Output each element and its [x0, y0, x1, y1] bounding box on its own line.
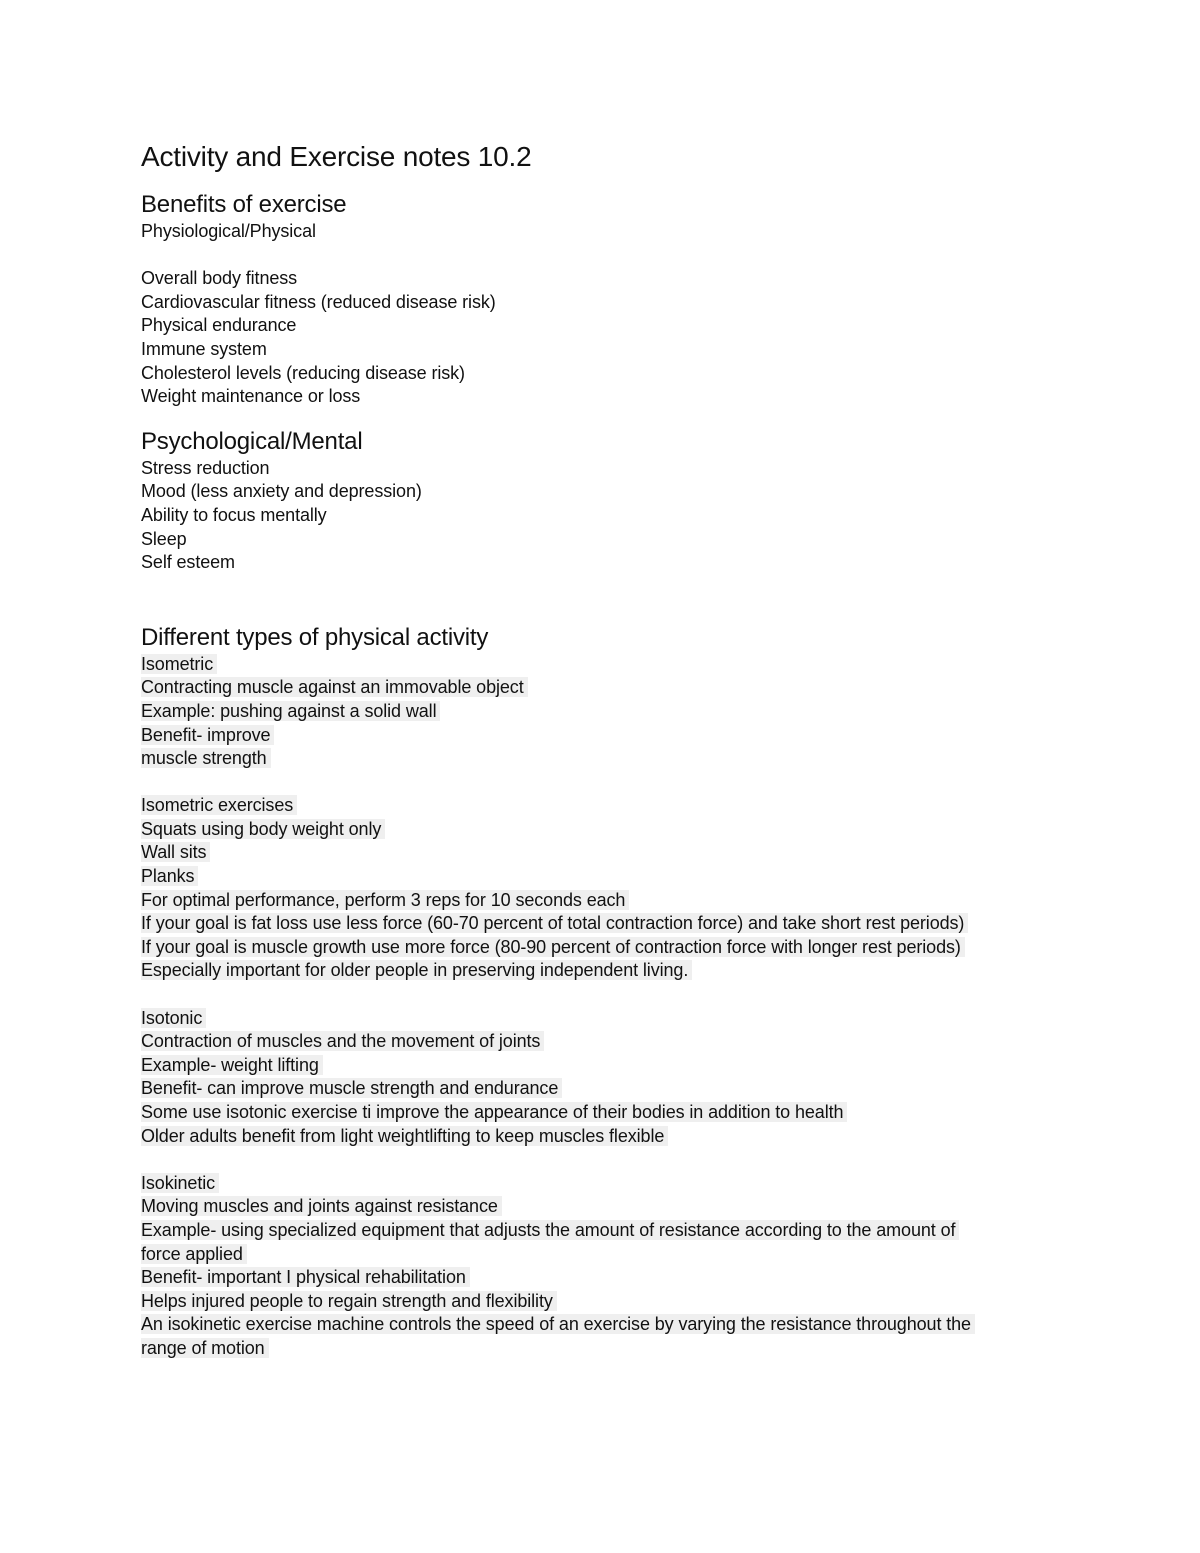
- list-item: Planks: [141, 866, 198, 886]
- document-title: Activity and Exercise notes 10.2: [141, 141, 532, 172]
- psych-heading: Psychological/Mental: [141, 427, 363, 455]
- spacer: [141, 771, 1101, 795]
- physical-label: Physiological/Physical: [141, 221, 316, 241]
- list-item: Example- using specialized equipment that adjusts the amount of resistance according to the amount of: [141, 1220, 959, 1240]
- list-item: For optimal performance, perform 3 reps for 10 seconds each: [141, 890, 629, 910]
- list-item: Physical endurance: [141, 315, 297, 336]
- isokinetic-section: [141, 1172, 1101, 1361]
- list-item: Benefit- important I physical rehabilitation: [141, 1267, 470, 1287]
- list-item: Benefit- improve: [141, 725, 274, 745]
- list-item: Benefit- can improve muscle strength and endurance: [141, 1078, 562, 1098]
- list-item: force applied: [141, 1244, 247, 1264]
- isometric-section: [141, 653, 1101, 771]
- list-item: If your goal is muscle growth use more force (80-90 percent of contraction force with longer rest periods): [141, 937, 965, 957]
- list-item: Especially important for older people in preserving independent living.: [141, 960, 692, 980]
- list-item: Self esteem: [141, 552, 235, 573]
- list-item: Cholesterol levels (reducing disease risk): [141, 362, 465, 383]
- list-item: Isotonic: [141, 1008, 206, 1028]
- list-item: Immune system: [141, 338, 267, 359]
- spacer: [141, 983, 1101, 1007]
- list-item: Contraction of muscles and the movement of joints: [141, 1031, 544, 1051]
- list-item: An isokinetic exercise machine controls the speed of an exercise by varying the resistance throughout the: [141, 1314, 975, 1334]
- list-item: Helps injured people to regain strength and flexibility: [141, 1291, 557, 1311]
- isometric-exercises-section: [141, 794, 1101, 983]
- list-item: Cardiovascular fitness (reduced disease risk): [141, 291, 496, 312]
- list-item: Isometric: [141, 654, 217, 674]
- list-item: Overall body fitness: [141, 268, 298, 289]
- types-heading: Different types of physical activity: [141, 623, 489, 651]
- list-item: Wall sits: [141, 842, 210, 862]
- spacer: [141, 1148, 1101, 1172]
- list-item: Some use isotonic exercise ti improve the appearance of their bodies in addition to health: [141, 1102, 847, 1122]
- physical-benefits-list: [141, 267, 1101, 409]
- list-item: Squats using body weight only: [141, 819, 385, 839]
- list-item: Isokinetic: [141, 1173, 219, 1193]
- list-item: Isometric exercises: [141, 795, 297, 815]
- isotonic-section: [141, 1007, 1101, 1149]
- benefits-heading: Benefits of exercise: [141, 191, 347, 218]
- spacer: [141, 575, 1101, 623]
- psych-benefits-list: [141, 457, 1101, 575]
- list-item: muscle strength: [141, 748, 271, 768]
- list-item: Stress reduction: [141, 457, 270, 478]
- list-item: Example: pushing against a solid wall: [141, 701, 440, 721]
- list-item: Sleep: [141, 528, 187, 549]
- document-page: [141, 138, 1101, 1361]
- list-item: Ability to focus mentally: [141, 504, 327, 525]
- list-item: Weight maintenance or loss: [141, 386, 361, 407]
- list-item: Example- weight lifting: [141, 1055, 323, 1075]
- list-item: Contracting muscle against an immovable object: [141, 677, 528, 697]
- spacer: [141, 244, 1101, 268]
- list-item: Moving muscles and joints against resistance: [141, 1196, 502, 1216]
- list-item: If your goal is fat loss use less force (60-70 percent of total contraction force) and take short rest periods): [141, 913, 968, 933]
- list-item: Mood (less anxiety and depression): [141, 481, 422, 502]
- spacer: [141, 409, 1101, 427]
- list-item: range of motion: [141, 1338, 269, 1358]
- list-item: Older adults benefit from light weightlifting to keep muscles flexible: [141, 1126, 668, 1146]
